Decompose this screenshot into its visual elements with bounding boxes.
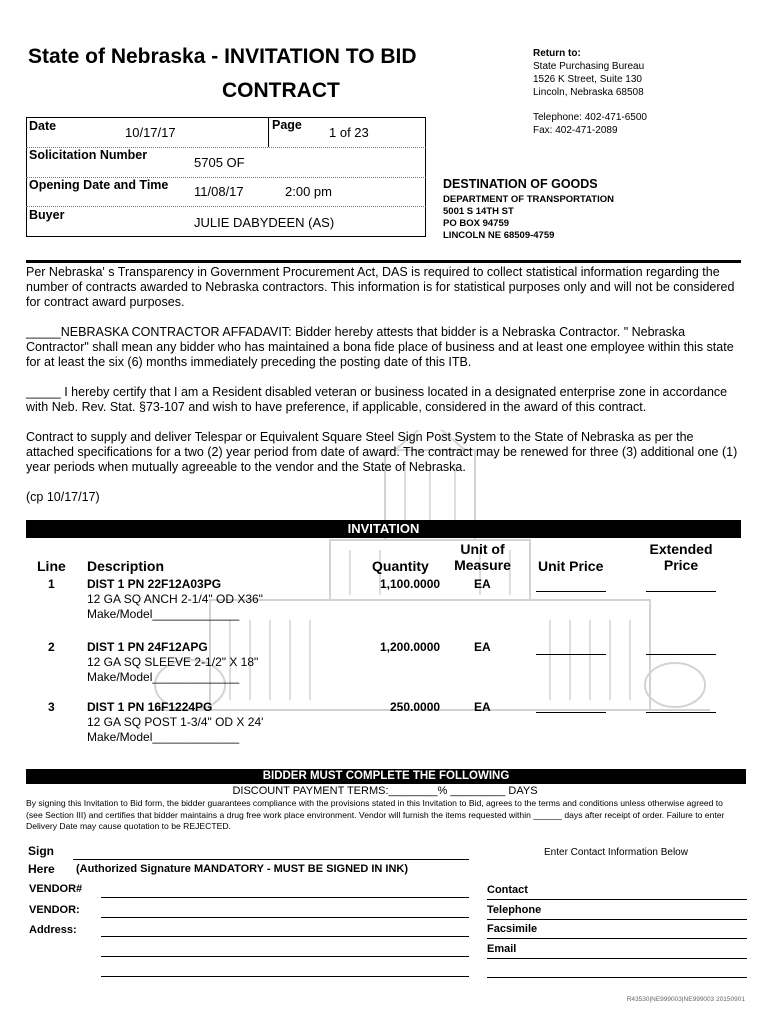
item-uom: EA [474,700,491,714]
item-line-number: 3 [48,700,55,714]
item-description-detail: 12 GA SQ SLEEVE 2-1/2" X 18" [87,655,259,669]
destination-line3: PO BOX 94759 [443,218,510,229]
return-to-fax: Fax: 402-471-2089 [533,125,618,136]
return-to-line2: 1526 K Street, Suite 130 [533,74,642,85]
date-value: 10/17/17 [125,125,176,140]
discount-payment-terms[interactable]: DISCOUNT PAYMENT TERMS:________% _________ DAYS [232,785,538,797]
return-to-line3: Lincoln, Nebraska 68508 [533,87,644,98]
form-title: State of Nebraska - INVITATION TO BID [28,45,417,68]
opening-label: Opening Date and Time [29,178,169,192]
destination-title: DESTINATION OF GOODS [443,177,598,191]
item-quantity: 250.0000 [390,700,441,714]
contact-field[interactable] [487,899,747,900]
opening-date: 11/08/17 [194,184,244,199]
facsimile-field[interactable] [487,938,747,939]
form-code: R43530|NE999003|NE999003 20150901 [626,996,745,1003]
bidder-terms: By signing this Invitation to Bid form, the bidder guarantees compliance with the provisions stated in this Invitation to Bid, agrees to the terms and conditions unless otherwise agreed to (see Section III) and certifies that bidder maintains a drug free work place environment. Vendor will furnish the items requested within ______ days after receipt of order. Failure to enter Delivery Date may cause quotation to be REJECTED. [26,798,725,831]
cp-date: (cp 10/17/17) [26,490,100,504]
transparency-paragraph: Per Nebraska' s Transparency in Government Procurement Act, DAS is required to collect statistical information regarding the number of contracts awarded to Nebraska contractors. This information is for statistical purposes only and will not be considered for contract award purposes. [26,265,735,309]
item-line-number: 2 [48,640,55,654]
telephone-label: Telephone [487,904,542,916]
address-label: Address: [29,924,77,936]
unit-price-field[interactable] [536,654,606,655]
buyer-label: Buyer [29,208,65,222]
col-uom-line1: Unit of [460,541,505,557]
form-title-contract: CONTRACT [222,79,340,102]
item-description-detail: 12 GA SQ ANCH 2-1/4" OD X36" [87,592,263,606]
address-field-1[interactable] [101,936,469,937]
col-extended-price [640,541,722,573]
destination-line2: 5001 S 14TH ST [443,206,514,217]
unit-price-field[interactable] [536,712,606,713]
here-label: Here [28,862,55,876]
col-unit-of-measure [450,541,515,573]
return-to-telephone: Telephone: 402-471-6500 [533,112,647,123]
signature-field[interactable] [73,859,469,860]
facsimile-label: Facsimile [487,923,538,935]
return-to-block [533,47,647,137]
vendor-name-field[interactable] [101,917,469,918]
solicitation-value: 5705 OF [194,155,245,170]
return-to-line1: State Purchasing Bureau [533,61,645,72]
col-ext-line1: Extended [649,541,713,557]
col-uom-line2: Measure [454,557,511,573]
item-quantity: 1,200.0000 [380,640,441,654]
email-field[interactable] [487,958,747,959]
opening-time: 2:00 pm [285,184,332,199]
solicitation-label: Solicitation Number [29,148,148,162]
email-label: Email [487,943,517,955]
section-rule [26,260,741,263]
col-unit-price: Unit Price [538,558,604,574]
col-ext-line2: Price [663,557,699,573]
item-uom: EA [474,640,491,654]
item-quantity: 1,100.0000 [380,577,441,591]
item-uom: EA [474,577,491,591]
item-make-model[interactable]: Make/Model_____________ [87,730,240,744]
item-description-title: DIST 1 PN 22F12A03PG [87,577,222,591]
item-description-detail: 12 GA SQ POST 1-3/4" OD X 24' [87,715,264,729]
destination-line4: LINCOLN NE 68509-4759 [443,230,555,241]
divider [26,206,426,207]
bidder-bar: BIDDER MUST COMPLETE THE FOLLOWING [26,769,746,784]
item-make-model[interactable]: Make/Model_____________ [87,670,240,684]
authorized-signature-note: (Authorized Signature MANDATORY - MUST BE SIGNED IN INK) [76,863,409,875]
telephone-field[interactable] [487,919,747,920]
address-field-3[interactable] [101,976,469,977]
extended-price-field[interactable] [646,654,716,655]
col-quantity: Quantity [372,558,429,574]
page-label: Page [272,118,302,132]
contact-info-note: Enter Contact Information Below [544,847,688,858]
extended-price-field[interactable] [646,591,716,592]
contract-description: Contract to supply and deliver Telespar or Equivalent Square Steel Sign Post System to the State of Nebraska as per the attached specifications for a two (2) year period from date of award. The contract may be renewed for three (3) additional one (1) year periods when mutually agreeable to the vendor and the State of Nebraska. [26,430,738,474]
item-description-title: DIST 1 PN 16F1224PG [87,700,213,714]
unit-price-field[interactable] [536,591,606,592]
invitation-bar: INVITATION [26,520,741,538]
date-label: Date [29,119,57,133]
nebraska-contractor-affidavit: _____NEBRASKA CONTRACTOR AFFADAVIT: Bidder hereby attests that bidder is a Nebraska Contractor. " Nebraska Contractor" shall mean any bidder who has maintained a bona fide place of business and at least one employee within this state for at least the six (6) months immediately preceding the posting date of this ITB. [26,325,734,369]
vendor-label: VENDOR: [29,904,80,916]
item-description-title: DIST 1 PN 24F12APG [87,640,208,654]
destination-line1: DEPARTMENT OF TRANSPORTATION [443,194,614,205]
date-page-divider [268,117,269,147]
buyer-value: JULIE DABYDEEN (AS) [194,215,335,230]
vendor-number-label: VENDOR# [29,883,83,895]
return-to-label: Return to: [533,48,581,59]
sign-label: Sign [28,844,54,858]
destination-block [443,177,614,242]
vendor-number-field[interactable] [101,897,469,898]
contact-label: Contact [487,884,528,896]
item-make-model[interactable]: Make/Model_____________ [87,607,240,621]
page-value: 1 of 23 [329,125,369,140]
address-field-2[interactable] [101,956,469,957]
extended-price-field[interactable] [646,712,716,713]
col-line: Line [37,558,66,574]
veteran-certification: _____ I hereby certify that I am a Resident disabled veteran or business located in a designated enterprise zone in accordance with Neb. Rev. Stat. §73-107 and wish to have preference, if applicable, considered in the award of this contract. [26,385,728,414]
col-description: Description [87,558,165,574]
item-line-number: 1 [48,577,55,591]
email-field-2[interactable] [487,977,747,978]
